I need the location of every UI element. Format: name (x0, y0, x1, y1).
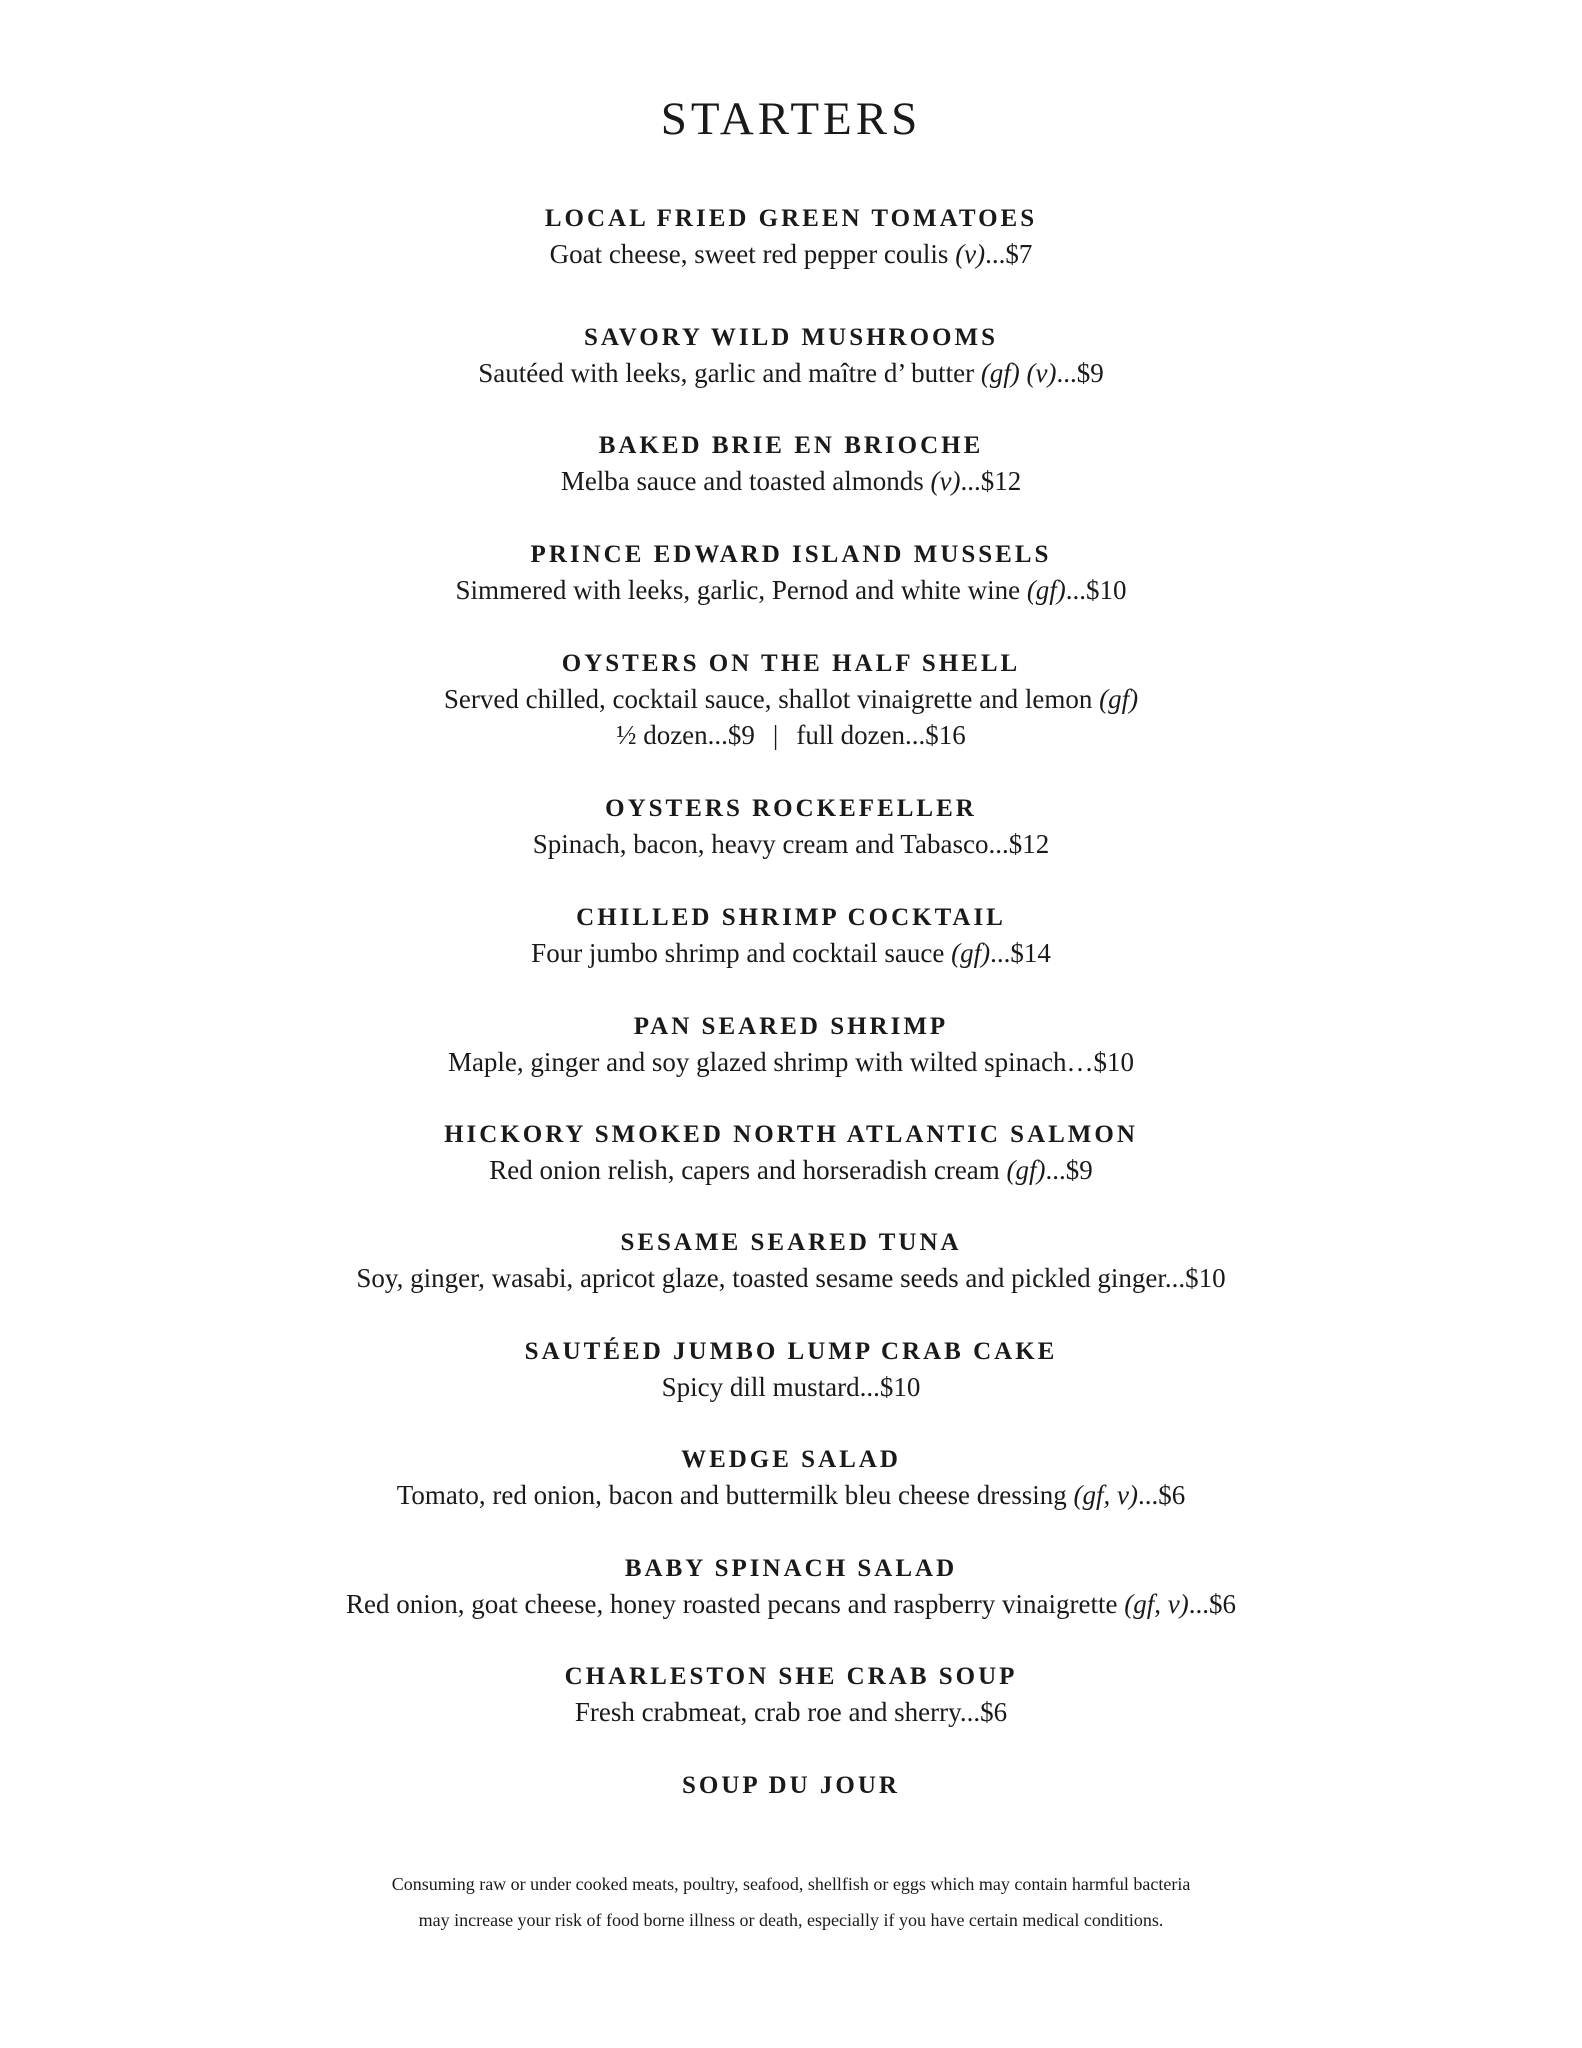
menu-item-desc-text: Spinach, bacon, heavy cream and Tabasco...$12 (532, 829, 1050, 859)
menu-item-name: HICKORY SMOKED NORTH ATLANTIC SALMON (444, 1121, 1138, 1148)
menu-item-name: BABY SPINACH SALAD (624, 1555, 958, 1582)
dietary-tag: (v) (955, 239, 986, 269)
menu-item-name: OYSTERS ROCKEFELLER (605, 795, 977, 822)
menu-item-description (0, 236, 1582, 272)
menu-item-name: BAKED BRIE EN BRIOCHE (598, 432, 984, 459)
menu-item-description (0, 572, 1582, 608)
menu-item-desc-text: Red onion relish, capers and horseradish cream (489, 1155, 1007, 1185)
menu-item-name: CHARLESTON SHE CRAB SOUP (564, 1663, 1018, 1690)
menu-item-description (0, 1152, 1582, 1188)
menu-item-description (0, 826, 1582, 862)
menu-item-name: PAN SEARED SHRIMP (633, 1013, 949, 1040)
menu-item-description (0, 463, 1582, 499)
menu-item-price: ...$6 (1137, 1480, 1186, 1510)
menu-item-name: WEDGE SALAD (681, 1446, 901, 1473)
menu-item-name: LOCAL FRIED GREEN TOMATOES (544, 205, 1038, 232)
menu-item-description (0, 1260, 1582, 1296)
menu-item (0, 321, 1582, 391)
menu-item (0, 1443, 1582, 1513)
menu-item (0, 1552, 1582, 1622)
menu-item-description (0, 1369, 1582, 1405)
menu-item-desc-text: Tomato, red onion, bacon and buttermilk bleu cheese dressing (396, 1480, 1074, 1510)
menu-item-description (0, 935, 1582, 971)
menu-item (0, 202, 1582, 272)
dietary-tag: (gf) (1099, 684, 1139, 714)
menu-item-description (0, 1694, 1582, 1730)
menu-item-pricing (0, 717, 1582, 753)
menu-item-price: ...$7 (985, 239, 1033, 269)
menu-item-description (0, 1586, 1582, 1622)
menu-item-description (0, 355, 1582, 391)
menu-item-price: ...$10 (1065, 575, 1127, 605)
menu-item-price: ...$14 (990, 938, 1051, 968)
menu-item (0, 1660, 1582, 1730)
menu-item (0, 1010, 1582, 1080)
menu-item (0, 792, 1582, 862)
menu-item-price: ...$6 (1188, 1589, 1236, 1619)
dietary-tag: (v) (930, 466, 961, 496)
dietary-tag: (gf, v) (1073, 1480, 1138, 1510)
menu-item-price: ...$9 (1045, 1155, 1093, 1185)
menu-item (0, 538, 1582, 608)
menu-item-desc-text: Four jumbo shrimp and cocktail sauce (531, 938, 952, 968)
menu-item (0, 1118, 1582, 1188)
page-title: STARTERS (660, 93, 922, 145)
menu-item (0, 1335, 1582, 1405)
menu-item-name: OYSTERS ON THE HALF SHELL (561, 650, 1021, 677)
menu-item-desc-text: Simmered with leeks, garlic, Pernod and white wine (455, 575, 1027, 605)
menu-item (0, 429, 1582, 499)
health-disclaimer (0, 1866, 1582, 1938)
dietary-tag: (gf) (1006, 1155, 1046, 1185)
menu-item-name: CHILLED SHRIMP COCKTAIL (576, 904, 1006, 931)
disclaimer-line: may increase your risk of food borne illness or death, especially if you have certain medical conditions. (418, 1910, 1164, 1930)
menu-item-name: SAUTÉED JUMBO LUMP CRAB CAKE (524, 1338, 1058, 1365)
menu-item-price: ...$9 (1056, 358, 1104, 388)
menu-item-name: SESAME SEARED TUNA (620, 1229, 962, 1256)
half-dozen-price: ½ dozen...$9 (616, 720, 755, 750)
menu-item (0, 1226, 1582, 1296)
dietary-tag: (gf) (v) (980, 358, 1057, 388)
price-separator: | (772, 720, 779, 750)
menu-item-desc-text: Soy, ginger, wasabi, apricot glaze, toasted sesame seeds and pickled ginger...$10 (356, 1263, 1226, 1293)
menu-item-price: ...$12 (960, 466, 1022, 496)
menu-item-description (0, 1044, 1582, 1080)
menu-item-description (0, 681, 1582, 717)
menu-item-name: SOUP DU JOUR (682, 1772, 900, 1799)
disclaimer-line: Consuming raw or under cooked meats, poultry, seafood, shellfish or eggs which may contain harmful bacteria (391, 1874, 1191, 1894)
menu-item-desc-text: Goat cheese, sweet red pepper coulis (549, 239, 956, 269)
menu-item-desc-text: Melba sauce and toasted almonds (560, 466, 931, 496)
menu-item-desc-text: Red onion, goat cheese, honey roasted pecans and raspberry vinaigrette (346, 1589, 1125, 1619)
menu-item-desc-text: Maple, ginger and soy glazed shrimp with wilted spinach…$10 (447, 1047, 1135, 1077)
menu-item (0, 647, 1582, 753)
menu-item-desc-text: Spicy dill mustard...$10 (661, 1372, 921, 1402)
full-dozen-price: full dozen...$16 (796, 720, 966, 750)
menu-item-name: PRINCE EDWARD ISLAND MUSSELS (530, 541, 1052, 568)
dietary-tag: (gf) (951, 938, 991, 968)
menu-item-name: SAVORY WILD MUSHROOMS (584, 324, 998, 351)
menu-item-desc-text: Served chilled, cocktail sauce, shallot vinaigrette and lemon (443, 684, 1100, 714)
dietary-tag: (gf, v) (1124, 1589, 1189, 1619)
menu-item-description (0, 1477, 1582, 1513)
menu-item (0, 1769, 1582, 1803)
menu-item-desc-text: Fresh crabmeat, crab roe and sherry...$6 (574, 1697, 1008, 1727)
menu-item (0, 901, 1582, 971)
menu-item-desc-text: Sautéed with leeks, garlic and maître d’ butter (478, 358, 981, 388)
dietary-tag: (gf) (1026, 575, 1066, 605)
